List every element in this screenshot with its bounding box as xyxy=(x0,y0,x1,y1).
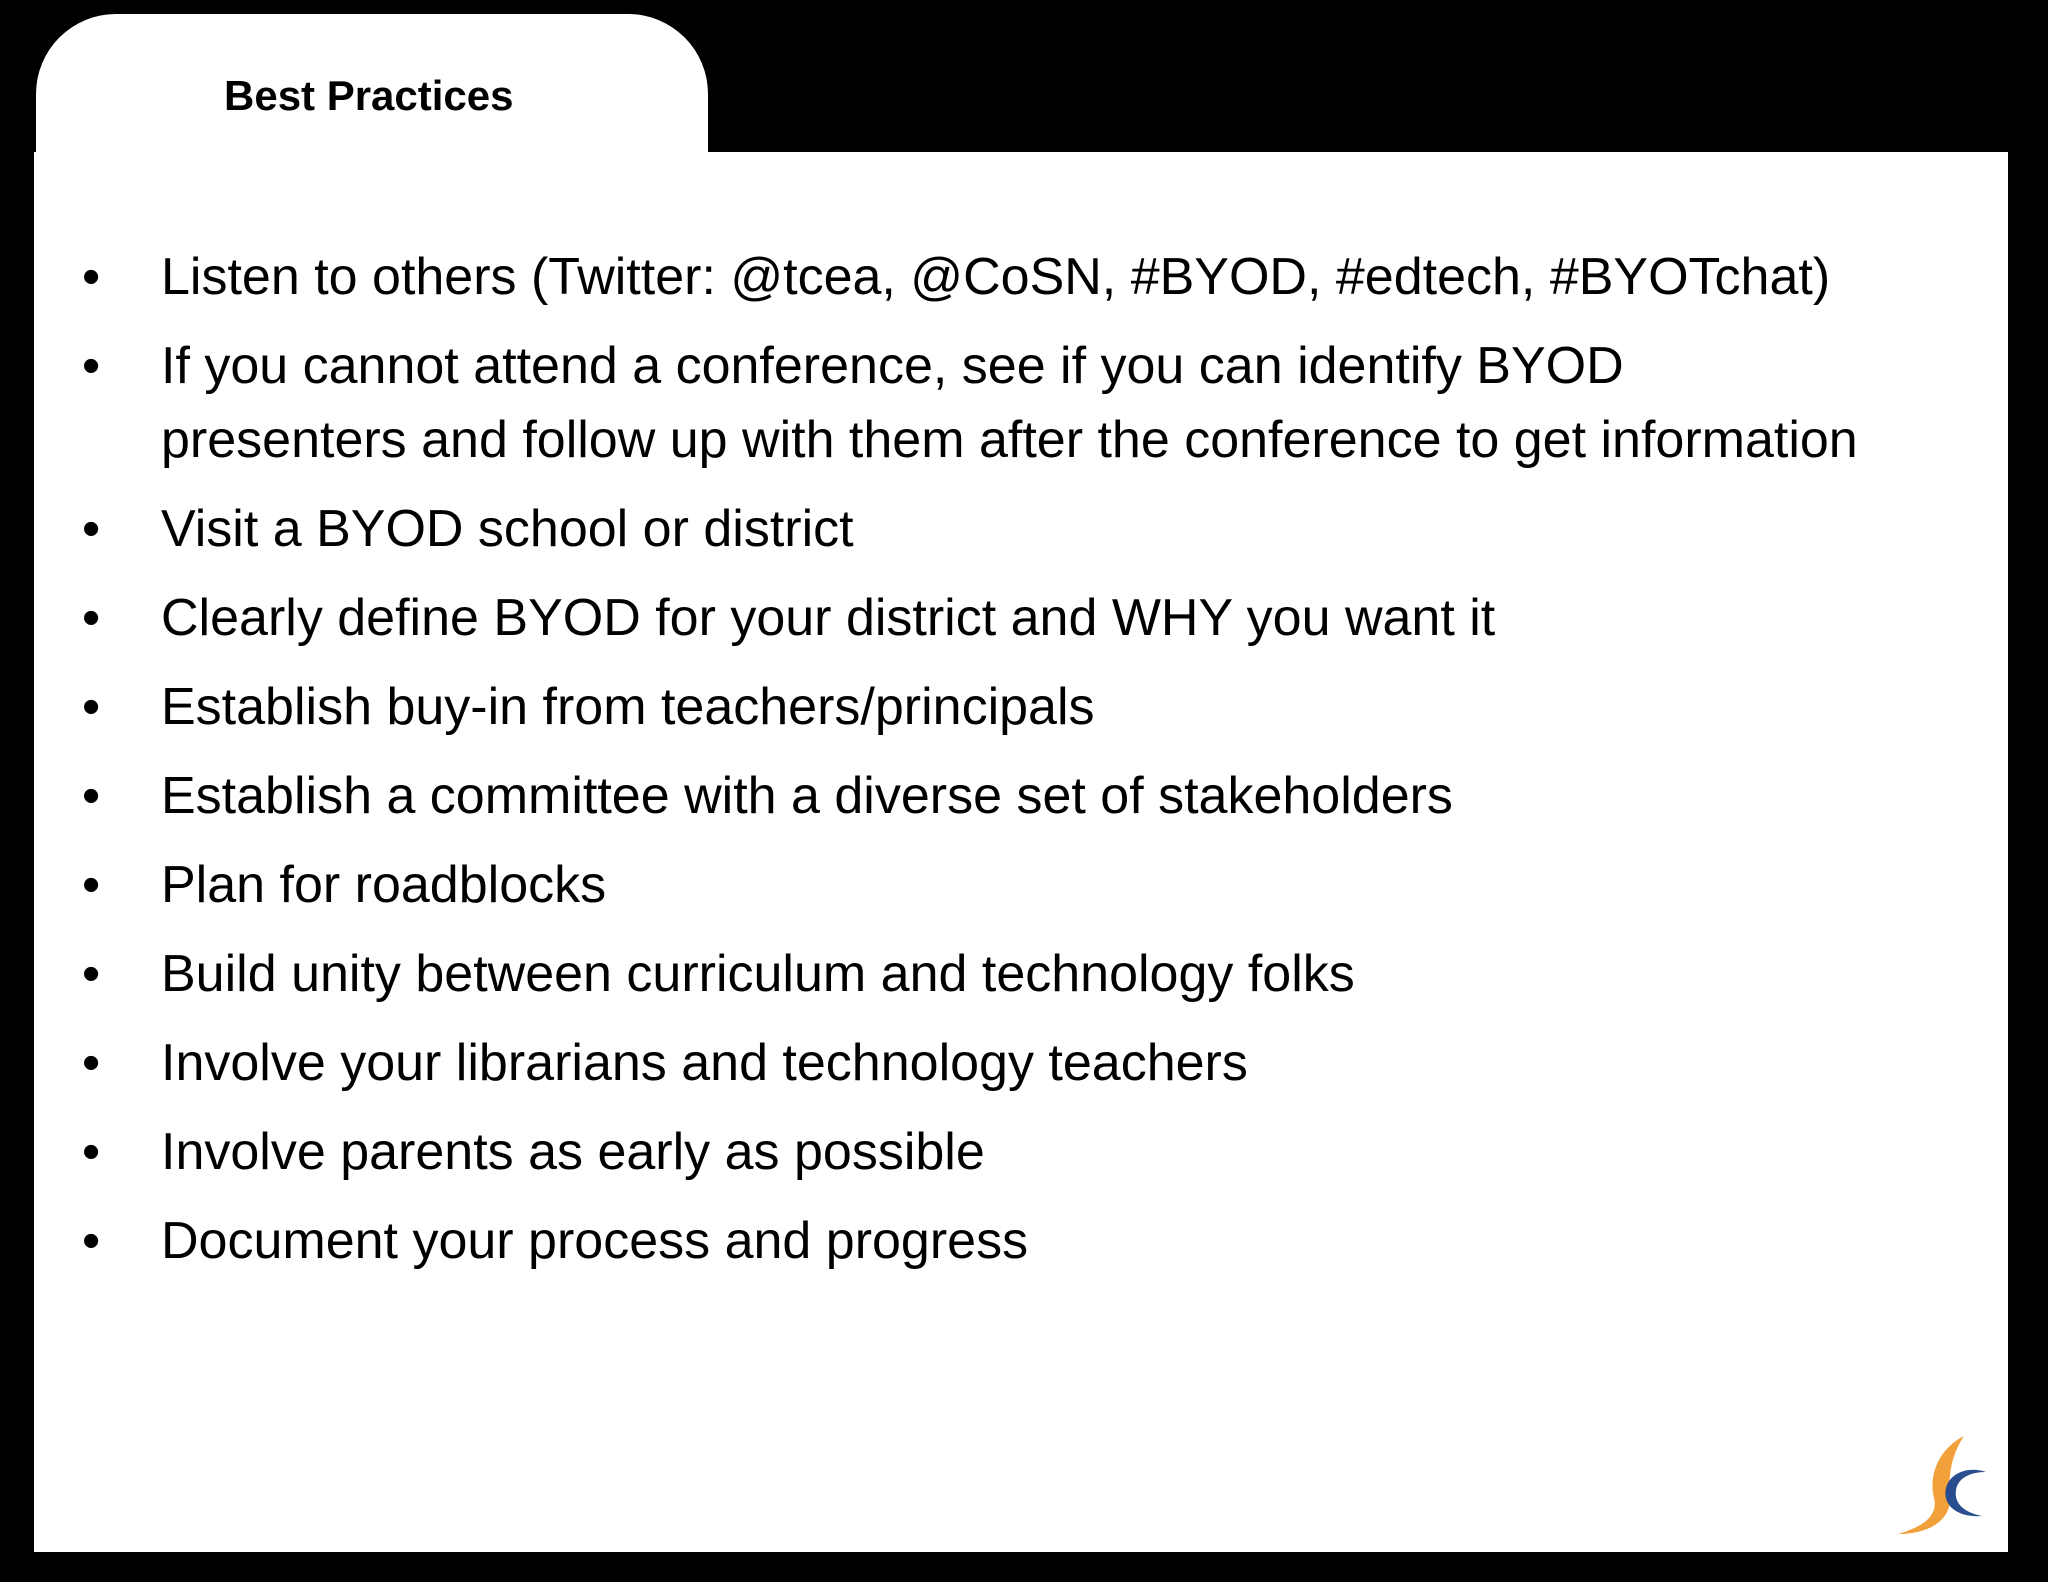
bullet-icon: • xyxy=(82,500,101,558)
list-item-text: Clearly define BYOD for your district and WHY you want it xyxy=(161,589,1496,647)
list-item xyxy=(34,329,1881,477)
bullet-icon: • xyxy=(82,767,101,825)
list-item-text: Visit a BYOD school or district xyxy=(161,500,854,558)
crescent-logo-icon xyxy=(1886,1428,1996,1538)
list-item-text: Plan for roadblocks xyxy=(161,856,607,914)
list-item-text: Establish buy-in from teachers/principals xyxy=(161,678,1095,736)
list-item xyxy=(34,240,2008,314)
list-item-text: Build unity between curriculum and technology folks xyxy=(161,945,1355,1003)
slide-title: Best Practices xyxy=(224,72,514,119)
list-item xyxy=(34,492,2008,566)
list-item-text: Document your process and progress xyxy=(161,1212,1029,1270)
list-item xyxy=(34,1115,2008,1189)
bullet-icon: • xyxy=(82,1034,101,1092)
list-item-text: If you cannot attend a conference, see if you can identify BYOD presenters and follow up with them after the conference to get information xyxy=(161,337,1858,469)
content-panel xyxy=(34,152,2008,1552)
bullet-icon: • xyxy=(82,945,101,1003)
bullet-icon: • xyxy=(82,337,101,395)
list-item-text: Listen to others (Twitter: @tcea, @CoSN, #BYOD, #edtech, #BYOTchat) xyxy=(161,248,1831,306)
bullet-icon: • xyxy=(82,856,101,914)
list-item xyxy=(34,1026,2008,1100)
bullet-icon: • xyxy=(82,589,101,647)
list-item xyxy=(34,1204,2008,1278)
list-item-text: Establish a committee with a diverse set of stakeholders xyxy=(161,767,1453,825)
bullet-icon: • xyxy=(82,678,101,736)
list-item xyxy=(34,759,2008,833)
bullet-icon: • xyxy=(82,248,101,306)
list-item xyxy=(34,937,2008,1011)
list-item-text: Involve parents as early as possible xyxy=(161,1123,985,1181)
list-item xyxy=(34,581,2008,655)
bullet-icon: • xyxy=(82,1123,101,1181)
list-item-text: Involve your librarians and technology teachers xyxy=(161,1034,1248,1092)
bullet-icon: • xyxy=(82,1212,101,1270)
bullet-list xyxy=(34,240,2008,1293)
list-item xyxy=(34,670,2008,744)
list-item xyxy=(34,848,2008,922)
